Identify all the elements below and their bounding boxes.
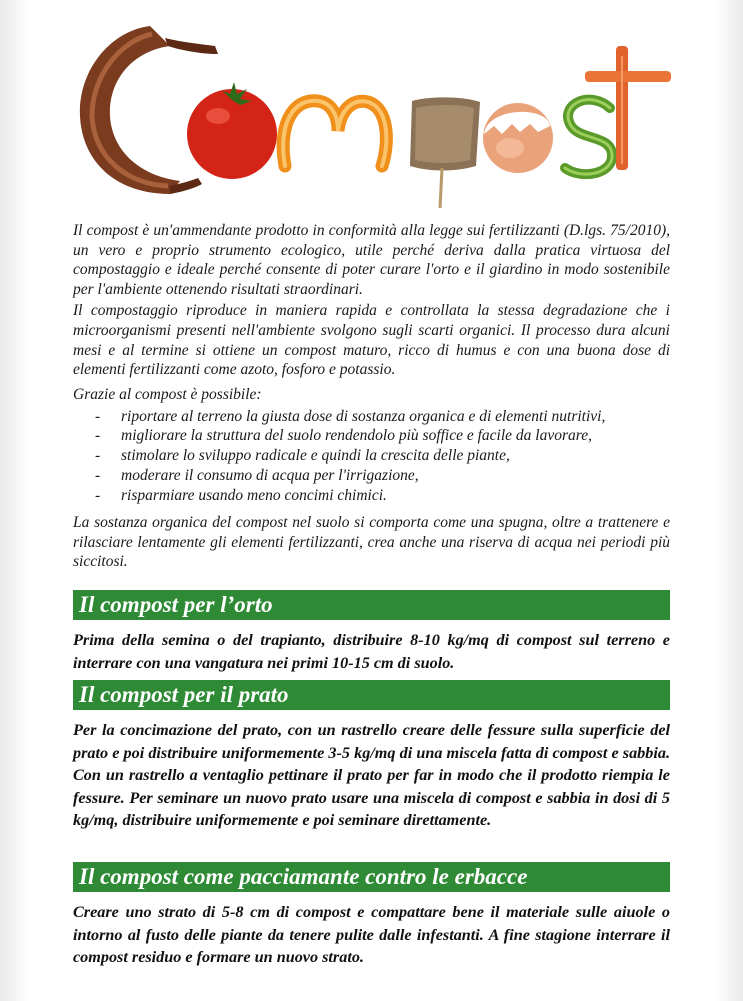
logo-letter-s-green-bean xyxy=(565,100,612,174)
list-item: - risparmiare usando meno concimi chimici. xyxy=(73,486,670,506)
section-heading-pacciamante: Il compost come pacciamante contro le erbacce xyxy=(73,862,670,892)
logo-letter-p-bread xyxy=(410,97,480,208)
intro-paragraph-1: Il compost è un'ammendante prodotto in conformità alla legge sui fertilizzanti (D.lgs. 75/2010), un vero e proprio strumento ecologico, utile perché deriva dalla pratica virtuosa del compostaggio e ideale perché consente di poter curare l'orto e il giardino in modo sostenibile per l'ambiente ottenendo risultati straordinari. xyxy=(73,222,670,298)
benefits-section xyxy=(73,385,670,506)
list-item: - migliorare la struttura del suolo rendendolo più soffice e facile da lavorare, xyxy=(73,426,670,446)
intro-section xyxy=(73,221,670,380)
list-item: - moderare il consumo di acqua per l'irrigazione, xyxy=(73,466,670,486)
list-item: - riportare al terreno la giusta dose di sostanza organica e di elementi nutritivi, xyxy=(73,407,670,427)
list-item: - stimolare lo sviluppo radicale e quindi la crescita delle piante, xyxy=(73,446,670,466)
logo-letter-t-carrot xyxy=(585,46,671,170)
section-heading-prato: Il compost per il prato xyxy=(73,680,670,710)
section-heading-orto: Il compost per l’orto xyxy=(73,590,670,620)
compost-logo xyxy=(70,16,680,216)
intro-paragraph-2: Il compostaggio riproduce in maniera rapida e controllata la stessa degradazione che i microorganismi presenti nell'ambiente svolgono sugli scarti organici. Il processo dura alcuni mesi e al termine si ottiene un compost maturo, ricco di humus e con una buona dose di elementi fertilizzanti come azoto, fosforo e potassio. xyxy=(73,302,670,379)
sponge-paragraph: La sostanza organica del compost nel suolo si comporta come una spugna, oltre a trattenere e rilasciare lentamente gli elementi fertilizzanti, crea anche una riserva di acqua nei periodi più siccitosi. xyxy=(73,514,670,571)
logo-letter-m-orange-peel xyxy=(283,101,386,166)
logo-letter-o-eggshell xyxy=(483,103,553,173)
section-body-pacciamante: Creare uno strato di 5-8 cm di compost e compattare bene il materiale sulle aiuole o intorno al fusto delle piante da tenere pulite dalle infestanti. A fine stagione interrare il compost residuo e formare un nuovo strato. xyxy=(73,903,670,966)
benefits-list xyxy=(73,407,670,506)
logo-letter-o-tomato xyxy=(187,82,277,179)
benefits-lead: Grazie al compost è possibile: xyxy=(73,386,262,403)
section-body-prato: Per la concimazione del prato, con un rastrello creare delle fessure sulla superficie del prato e poi distribuire uniformemente 3-5 kg/mq di una miscela fatta di compost e sabbia. Con un rastrello a ventaglio pettinare il prato per far in modo che il prodotto riempia le fessure. Per seminare un nuovo prato usare una miscela di compost e sabbia in dosi di 5 kg/mq, distribuire uniformemente e poi seminare direttamente. xyxy=(73,721,670,829)
section-body-orto: Prima della semina o del trapianto, distribuire 8-10 kg/mq di compost sul terreno e interrare con una vangatura nei primi 10-15 cm di suolo. xyxy=(73,631,670,672)
